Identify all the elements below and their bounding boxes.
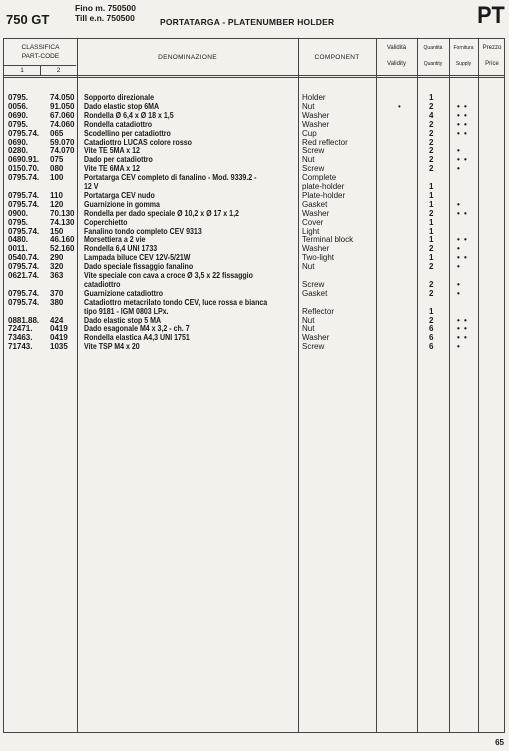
col-quantity-label: Quantity [423,61,443,67]
cell-qty: 2 [429,119,434,129]
col-divider [376,39,377,732]
cell-qty: 4 [429,110,434,120]
cell-qty: 2 [429,208,434,218]
cell-code2: 46.160 [50,235,75,245]
page-title: PORTATARGA - PLATENUMBER HOLDER [160,17,335,27]
cell-code2: 370 [50,288,64,298]
cell-qty: 6 [429,324,434,334]
cell-code2: 74.050 [50,93,75,102]
cell-supply: • • [457,315,468,325]
cell-code2: 67.060 [50,110,75,120]
cell-code2: 080 [50,164,64,174]
cell-code1: 0795. [8,217,29,227]
col-quantita [417,44,449,68]
cell-comp: Nut [302,155,315,165]
page-number: 65 [495,738,504,747]
cell-code1: 0150.70. [8,164,40,174]
cell-qty: 1 [429,226,434,236]
cell-validity: • [398,101,401,111]
cell-comp: Screw [302,164,325,174]
serial-range [75,3,136,23]
cell-comp: plate-holder [302,182,345,191]
cell-qty: 1 [429,182,434,191]
cell-qty: 1 [429,199,434,209]
cell-desc: Coperchietto [84,217,128,227]
cell-comp: Cup [302,128,317,138]
cell-qty: 2 [429,137,434,147]
cell-desc: Dado elastic stop 6MA [84,101,160,111]
cell-code1: 0690. [8,137,29,147]
cell-code2: 110 [50,190,63,200]
col-part-code-label: PART-CODE [21,53,60,60]
cell-code2: 320 [50,262,64,272]
cell-comp: Washer [302,119,330,129]
cell-comp: Plate-holder [302,190,346,200]
cell-code2: 52.160 [50,244,75,254]
cell-supply: • [457,288,461,298]
cell-supply: • [457,279,461,289]
cell-code1: 72471. [8,324,33,334]
cell-code1: 0795.74. [8,190,40,200]
cell-desc: Portatarga CEV completo di fanalino - Mod. 9339.2 - [84,173,257,183]
cell-qty: 2 [429,128,434,138]
cell-desc: Vite TE 6MA x 12 [84,164,140,174]
cell-comp: Washer [302,110,330,120]
cell-comp: Nut [302,315,315,325]
cell-desc: Rondella per dado speciale Ø 10,2 x Ø 17 x 1,2 [84,208,239,218]
cell-desc: Guarnizione catadiottro [84,288,164,298]
cell-code2: 74.060 [50,119,75,129]
col-divider [417,39,418,732]
cell-qty: 2 [429,262,434,272]
cell-supply: • • [457,208,468,218]
cell-code1: 0881.88. [8,315,40,325]
cell-code1: 0795.74. [8,128,40,138]
cell-supply: • • [457,128,468,138]
cell-code2: 065 [50,128,64,138]
parts-table [3,38,505,733]
cell-qty: 2 [429,101,434,111]
cell-code1: 0795.74. [8,262,40,272]
cell-comp: Nut [302,262,315,272]
header-bottom-line-2 [4,77,504,78]
cell-desc: Dado esagonale M4 x 3,2 - ch. 7 [84,324,190,334]
cell-code2: 1035 [50,342,68,352]
cell-comp: Washer [302,208,330,218]
cell-code2: 59.070 [50,137,75,147]
cell-qty: 6 [429,342,434,352]
cell-comp: Gasket [302,288,328,298]
cell-desc: Scodellino per catadiottro [84,128,171,138]
cell-desc: Catadiottro LUCAS colore rosso [84,137,192,147]
cell-code2: 74.130 [50,217,75,227]
cell-qty: 1 [429,253,434,263]
col-validita-label: Validità [386,45,407,51]
cell-code1: 0056. [8,101,29,111]
cell-supply: • [457,342,461,352]
cell-desc: Rondella Ø 6,4 x Ø 18 x 1,5 [84,110,174,120]
cell-desc: Dado speciale fissaggio fanalino [84,262,194,272]
cell-desc: Dado elastic stop 5 MA [84,315,162,325]
cell-comp: Washer [302,333,330,343]
col-classifica [4,43,77,61]
col-component: COMPONENT [314,54,360,61]
col-fornitura-label: Fornitura [453,45,474,51]
cell-code1: 0900. [8,208,29,218]
cell-desc: Rondella catadiottro [84,119,153,129]
cell-qty: 1 [429,235,434,245]
cell-code1: 0795.74. [8,297,40,307]
col-price-label: Price [485,61,499,67]
col-divider [77,39,78,732]
cell-code2: 0419 [50,333,68,343]
cell-comp: Washer [302,244,330,254]
cell-desc: Vite TSP M4 x 20 [84,342,140,352]
cell-code1: 0795. [8,119,29,129]
cell-supply: • [457,164,461,174]
cell-code2: 120 [50,199,64,209]
cell-supply: • • [457,324,468,334]
cell-code1: 0621.74. [8,271,40,280]
cell-code1: 0795.74. [8,288,40,298]
cell-comp: Screw [302,146,325,156]
cell-comp: Holder [302,93,326,102]
col-denominazione: DENOMINAZIONE [158,54,217,61]
cell-code2: 74.070 [50,146,75,156]
cell-desc: Catadiottro metacrilato tondo CEV, luce rossa e bianca [84,297,268,307]
cell-supply: • [457,146,461,156]
col-divider [449,39,450,732]
cell-comp: Nut [302,324,315,334]
cell-desc: catadiottro [84,279,121,289]
cell-code1: 0690. [8,110,29,120]
cell-comp: Terminal block [302,235,354,245]
cell-code1: 0280. [8,146,29,156]
cell-code2: 075 [50,155,64,165]
cell-desc: tipo 9181 - IGM 0803 LPx. [84,306,169,316]
cell-desc: Sopporto direzionale [84,93,155,102]
cell-qty: 6 [429,333,434,343]
cell-qty: 1 [429,217,434,227]
col-sub2: 2 [56,67,61,74]
cell-comp: Two-light [302,253,335,263]
cell-desc: Vite speciale con cava a croce Ø 3,5 x 22 fissaggio [84,271,253,280]
cell-comp: Screw [302,342,325,352]
cell-code2: 0419 [50,324,68,334]
cell-code1: 0795. [8,93,29,102]
cell-supply: • [457,244,461,254]
cell-code2: 424 [50,315,64,325]
cell-qty: 2 [429,244,434,254]
col-validity-label: Validity [387,61,406,67]
cell-code2: 70.130 [50,208,75,218]
cell-qty: 1 [429,93,434,102]
cell-qty: 1 [429,306,434,316]
cell-qty: 2 [429,164,434,174]
cell-supply: • • [457,333,468,343]
serial-till: Till e.n. 750500 [75,13,135,23]
section-code: PT [477,2,505,29]
cell-supply: • • [457,235,468,245]
cell-desc: Vite TE 5MA x 12 [84,146,140,156]
cell-code1: 0795.74. [8,173,40,183]
cell-code2: 363 [50,271,64,280]
cell-code1: 0795.74. [8,226,40,236]
col-prezzo [478,44,506,68]
cell-supply: • [457,262,461,272]
header-bottom-line [4,75,504,76]
cell-desc: Fanalino tondo completo CEV 9313 [84,226,202,236]
cell-desc: 12 V [84,182,99,191]
cell-code2: 150 [50,226,64,236]
cell-code2: 91.050 [50,101,75,111]
cell-supply: • • [457,110,468,120]
cell-desc: Dado per catadiottro [84,155,153,165]
col-supply-label: Supply [455,61,472,67]
col-divider [298,39,299,732]
page-header [0,0,509,40]
cell-qty: 2 [429,279,434,289]
cell-comp: Cover [302,217,324,227]
cell-supply: • • [457,155,468,165]
col-quantita-label: Quantità [423,45,443,51]
cell-qty: 2 [429,315,434,325]
cell-code1: 71743. [8,342,33,352]
cell-comp: Light [302,226,320,236]
cell-qty: 1 [429,190,434,200]
cell-code1: 0540.74. [8,253,40,263]
cell-code1: 0480. [8,235,29,245]
cell-desc: Rondella 6,4 UNI 1733 [84,244,158,254]
serial-fino: Fino m. 750500 [75,3,136,13]
cell-comp: Gasket [302,199,328,209]
cell-qty: 2 [429,146,434,156]
col-prezzo-label: Prezzo [482,45,502,51]
cell-code1: 0690.91. [8,155,40,165]
cell-comp: Nut [302,101,315,111]
cell-qty: 2 [429,288,434,298]
col-classifica-label: CLASSIFICA [21,44,60,51]
cell-comp: Red reflector [302,137,348,147]
cell-desc: Rondella elastica A4,3 UNI 1751 [84,333,190,343]
cell-desc: Portatarga CEV nudo [84,190,155,200]
cell-supply: • • [457,119,468,129]
cell-comp: Complete [302,173,337,183]
cell-code2: 100 [50,173,64,183]
cell-supply: • • [457,253,468,263]
col-sub1: 1 [20,67,24,74]
cell-desc: Morsettiera a 2 vie [84,235,146,245]
cell-qty: 2 [429,155,434,165]
cell-supply: • [457,199,461,209]
cell-desc: Lampada biluce CEV 12V-5/21W [84,253,191,263]
cell-comp: Reflector [302,306,335,316]
col-fornitura [449,44,478,68]
cell-desc: Guarnizione in gomma [84,199,160,209]
cell-code2: 290 [50,253,64,263]
cell-supply: • • [457,101,468,111]
cell-comp: Screw [302,279,325,289]
col-validita [376,44,417,68]
cell-code1: 0795.74. [8,199,40,209]
col-divider [478,39,479,732]
cell-code1: 0011. [8,244,28,254]
cell-code1: 73463. [8,333,33,343]
cell-code2: 380 [50,297,64,307]
model-name: 750 GT [6,12,50,27]
